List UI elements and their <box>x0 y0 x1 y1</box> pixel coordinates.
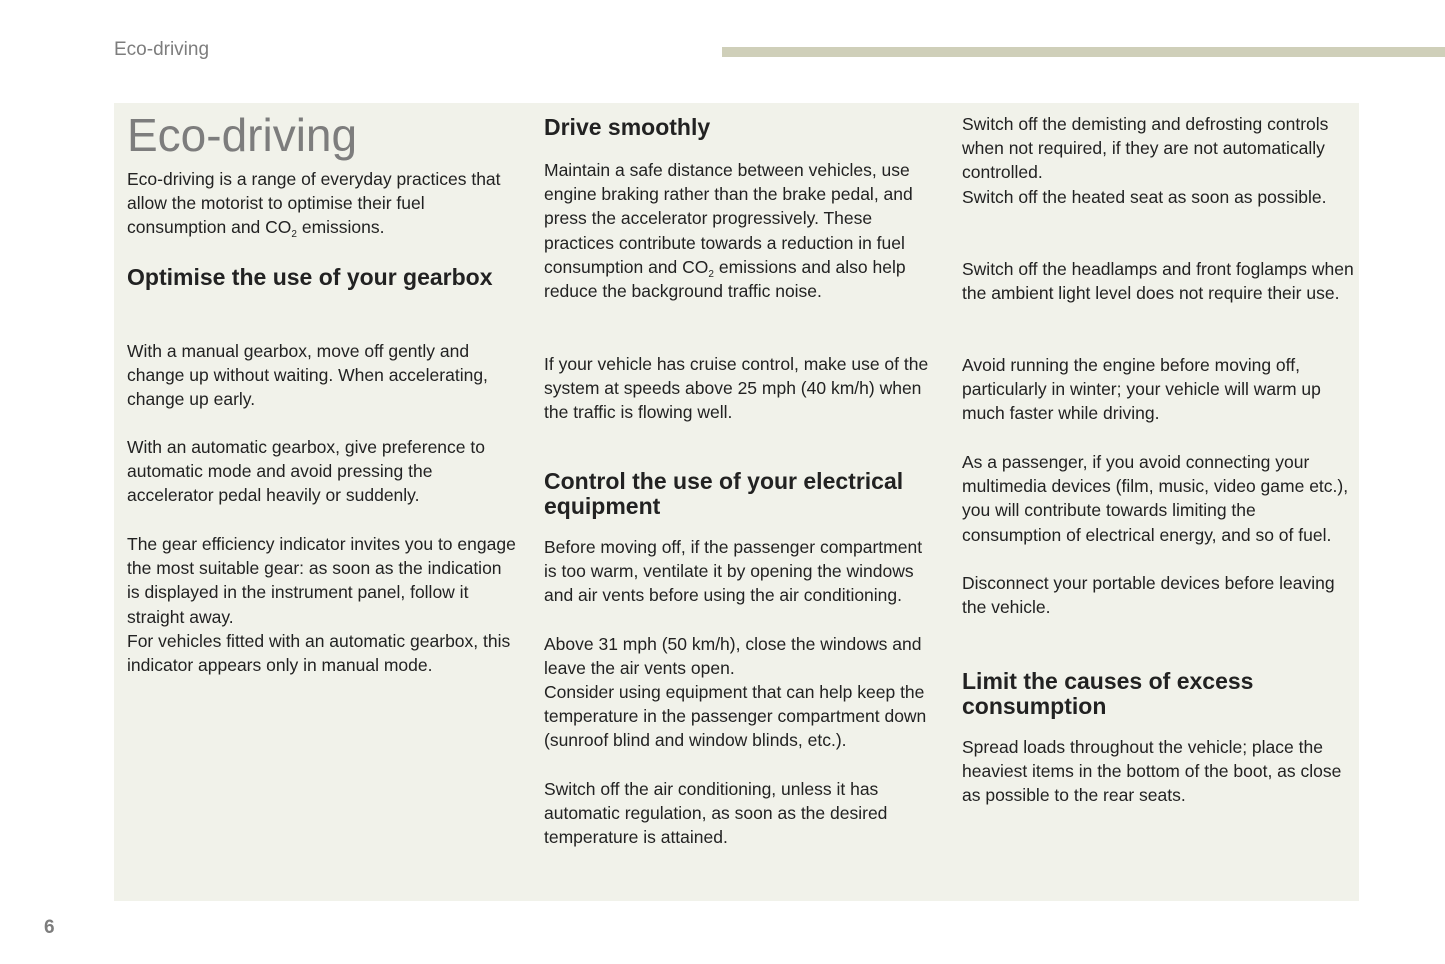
running-header: Eco-driving <box>114 39 210 60</box>
intro-paragraph <box>127 167 517 240</box>
gear-indicator-auto-paragraph: For vehicles fitted with an automatic gearbox, this indicator appears only in manual mode. <box>127 631 511 676</box>
window-speed-paragraph: Above 31 mph (50 km/h), close the windows and leave the air vents open. <box>544 634 922 679</box>
page-number: 6 <box>44 917 55 938</box>
multimedia-paragraph: As a passenger, if you avoid connecting your multimedia devices (film, music, video game etc.), you will contribute towards limiting the consumption of electrical energy, and so of fuel. <box>962 452 1349 545</box>
heated-seat-paragraph: Switch off the heated seat as soon as possible. <box>962 187 1327 207</box>
heading-excess-consumption: Limit the causes of excess consumption <box>962 668 1254 719</box>
drive-smoothly-text: Maintain a safe distance between vehicles, use engine braking rather than the brake pedal, and press the accelerator progressively. These practices contribute towards a reduction in fuel consumption and CO <box>544 160 913 277</box>
demisting-paragraph: Switch off the demisting and defrosting controls when not required, if they are not automatically controlled. <box>962 114 1329 183</box>
drive-smoothly-paragraph <box>544 158 939 303</box>
cruise-control-paragraph: If your vehicle has cruise control, make use of the system at speeds above 25 mph (40 km/h) when the traffic is flowing well. <box>544 354 929 423</box>
automatic-gearbox-paragraph: With an automatic gearbox, give preference to automatic mode and avoid pressing the accelerator pedal heavily or suddenly. <box>127 437 485 506</box>
temperature-equipment-paragraph: Consider using equipment that can help keep the temperature in the passenger compartment down (sunroof blind and window blinds, etc.). <box>544 682 927 751</box>
loads-paragraph: Spread loads throughout the vehicle; place the heaviest items in the bottom of the boot, as close as possible to the rear seats. <box>962 737 1342 806</box>
co2-subscript: 2 <box>291 229 297 241</box>
heading-drive-smoothly: Drive smoothly <box>544 114 711 140</box>
header-decorative-bar <box>722 47 1445 57</box>
engine-warmup-paragraph: Avoid running the engine before moving off, particularly in winter; your vehicle will warm up much faster while driving. <box>962 355 1321 424</box>
intro-text: Eco-driving is a range of everyday practices that allow the motorist to optimise their fuel consumption and CO <box>127 169 501 238</box>
air-conditioning-paragraph: Switch off the air conditioning, unless it has automatic regulation, as soon as the desired temperature is attained. <box>544 779 888 848</box>
page-title: Eco-driving <box>127 109 358 161</box>
manual-gearbox-paragraph: With a manual gearbox, move off gently and change up without waiting. When accelerating, change up early. <box>127 341 488 410</box>
heading-optimise-gearbox: Optimise the use of your gearbox <box>127 264 493 290</box>
intro-text-end: emissions. <box>296 217 385 238</box>
ventilate-paragraph: Before moving off, if the passenger compartment is too warm, ventilate it by opening the windows and air vents before using the air conditioning. <box>544 537 923 606</box>
disconnect-devices-paragraph: Disconnect your portable devices before leaving the vehicle. <box>962 573 1335 618</box>
content-panel <box>114 103 1359 901</box>
heading-electrical-equipment: Control the use of your electrical equipment <box>544 468 904 519</box>
headlamps-paragraph: Switch off the headlamps and front foglamps when the ambient light level does not require their use. <box>962 259 1354 304</box>
co2-subscript: 2 <box>708 268 714 280</box>
gear-indicator-paragraph: The gear efficiency indicator invites you to engage the most suitable gear: as soon as the indication is displayed in the instrument panel, follow it straight away. <box>127 534 516 627</box>
drive-smoothly-text-end: emissions and also help reduce the background traffic noise. <box>544 256 906 302</box>
